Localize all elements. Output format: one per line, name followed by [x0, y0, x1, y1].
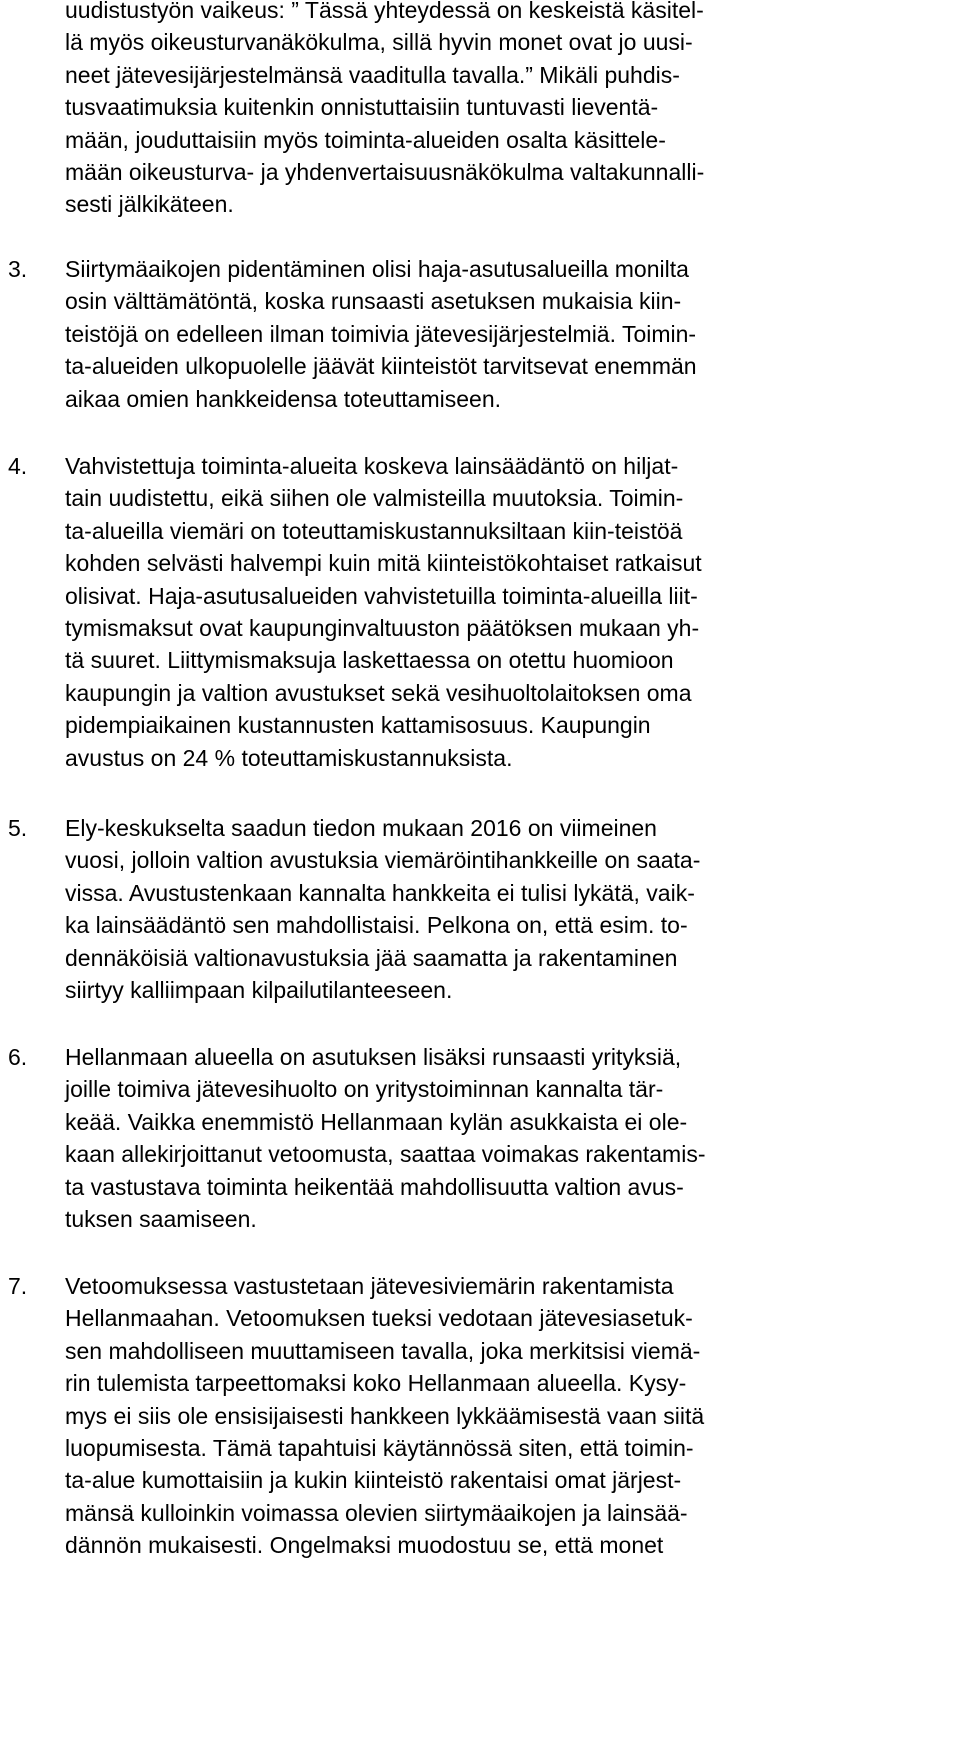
- text-line: tuksen saamiseen.: [65, 1206, 257, 1233]
- text-line: vuosi, jolloin valtion avustuksia viemäröintihankkeille on saata-: [65, 847, 701, 874]
- text-line: sesti jälkikäteen.: [65, 191, 234, 218]
- text-line: mään oikeusturva- ja yhdenvertaisuusnäkökulma valtakunnalli-: [65, 159, 705, 186]
- paragraph-number: 4.: [8, 453, 28, 479]
- text-line: aikaa omien hankkeidensa toteuttamiseen.: [65, 385, 502, 412]
- text-line: tusvaatimuksia kuitenkin onnistuttaisiin tuntuvasti lieventä-: [65, 94, 659, 121]
- text-line: neet jätevesijärjestelmänsä vaaditulla tavalla.” Mikäli puhdis-: [65, 61, 680, 88]
- text-line: osin välttämätöntä, koska runsaasti asetuksen mukaisia kiin-: [65, 288, 682, 315]
- text-line: kaan allekirjoittanut vetoomusta, saattaa voimakas rakentamis-: [65, 1141, 706, 1168]
- text-line: luopumisesta. Tämä tapahtuisi käytännössä siten, että toimin-: [65, 1435, 694, 1462]
- text-line: joille toimiva jätevesihuolto on yritystoiminnan kannalta tär-: [65, 1076, 664, 1103]
- text-line: Vahvistettuja toiminta-alueita koskeva lainsäädäntö on hiljat-: [65, 453, 679, 479]
- paragraph-6: [65, 1041, 955, 1235]
- text-line: lä myös oikeusturvanäkökulma, sillä hyvin monet ovat jo uusi-: [65, 29, 693, 56]
- text-line: keää. Vaikka enemmistö Hellanmaan kylän asukkaista ei ole-: [65, 1108, 688, 1135]
- text-line: rin tulemista tarpeettomaksi koko Hellanmaan alueella. Kysy-: [65, 1370, 687, 1397]
- text-line: avustus on 24 % toteuttamiskustannuksista.: [65, 744, 513, 771]
- text-line: mys ei siis ole ensisijaisesti hankkeen lykkäämisestä vaan siitä: [65, 1402, 705, 1429]
- text-line: siirtyy kalliimpaan kilpailutilanteeseen.: [65, 977, 453, 1004]
- text-line: teistöjä on edelleen ilman toimivia jätevesijärjestelmiä. Toimin-: [65, 320, 697, 347]
- text-line: ta-alueiden ulkopuolelle jäävät kiinteistöt tarvitsevat enemmän: [65, 353, 697, 380]
- text-line: ta vastustava toiminta heikentää mahdollisuutta valtion avus-: [65, 1173, 684, 1200]
- paragraph-3: [65, 253, 955, 415]
- text-line: Hellanmaahan. Vetoomuksen tueksi vedotaan jätevesiasetuk-: [65, 1305, 693, 1332]
- text-line: ka lainsäädäntö sen mahdollistaisi. Pelkona on, että esim. to-: [65, 912, 688, 939]
- text-line: uudistustyön vaikeus: ” Tässä yhteydessä on keskeistä käsitel-: [65, 0, 704, 23]
- text-line: tain uudistettu, eikä siihen ole valmisteilla muutoksia. Toimin-: [65, 485, 684, 512]
- paragraph-continuation: [65, 0, 955, 221]
- text-line: mänsä kulloinkin voimassa olevien siirtymäaikojen ja lainsää-: [65, 1499, 688, 1526]
- paragraph-number: 5.: [8, 815, 28, 841]
- text-line: dennäköisiä valtionavustuksia jää saamatta ja rakentaminen: [65, 944, 678, 971]
- paragraph-number: 3.: [8, 256, 28, 282]
- text-line: ta-alueilla viemäri on toteuttamiskustannuksiltaan kiin-teistöä: [65, 517, 683, 544]
- paragraph-number: 6.: [8, 1044, 28, 1070]
- text-line: tä suuret. Liittymismaksuja laskettaessa on otettu huomioon: [65, 647, 674, 674]
- text-line: olisivat. Haja-asutusalueiden vahvistetuilla toiminta-alueilla liit-: [65, 582, 698, 609]
- paragraph-7: [65, 1270, 955, 1562]
- text-line: pidempiaikainen kustannusten kattamisosuus. Kaupungin: [65, 712, 651, 739]
- paragraph-5: [65, 812, 955, 1006]
- text-line: tymismaksut ovat kaupunginvaltuuston päätöksen mukaan yh-: [65, 615, 700, 642]
- text-line: dännön mukaisesti. Ongelmaksi muodostuu se, että monet: [65, 1532, 664, 1559]
- text-line: Hellanmaan alueella on asutuksen lisäksi runsaasti yrityksiä,: [65, 1044, 682, 1070]
- text-line: sen mahdolliseen muuttamiseen tavalla, joka merkitsisi viemä-: [65, 1337, 701, 1364]
- text-line: mään, jouduttaisiin myös toiminta-alueiden osalta käsittele-: [65, 126, 666, 153]
- text-line: Ely-keskukselta saadun tiedon mukaan 2016 on viimeinen: [65, 815, 657, 841]
- text-line: Vetoomuksessa vastustetaan jätevesiviemärin rakentamista: [65, 1273, 674, 1299]
- paragraph-4: [65, 450, 955, 774]
- text-line: Siirtymäaikojen pidentäminen olisi haja-asutusalueilla monilta: [65, 256, 689, 282]
- text-line: vissa. Avustustenkaan kannalta hankkeita ei tulisi lykätä, vaik-: [65, 879, 695, 906]
- text-line: kaupungin ja valtion avustukset sekä vesihuoltolaitoksen oma: [65, 679, 692, 706]
- paragraph-number: 7.: [8, 1273, 28, 1299]
- text-line: kohden selvästi halvempi kuin mitä kiinteistökohtaiset ratkaisut: [65, 550, 702, 577]
- text-line: ta-alue kumottaisiin ja kukin kiinteistö rakentaisi omat järjest-: [65, 1467, 682, 1494]
